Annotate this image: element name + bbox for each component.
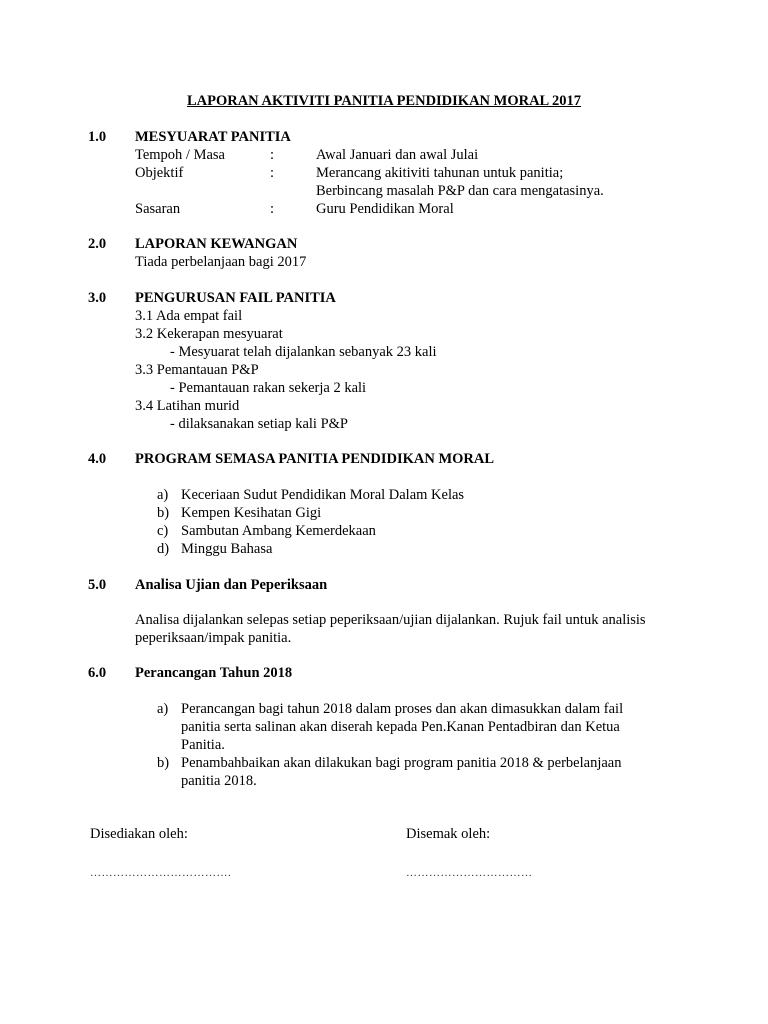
- meeting-row-colon: :: [270, 147, 275, 163]
- file-line: 3.3 Pemantauan P&P: [135, 362, 259, 378]
- prepared-signature-line: ……………………………….: [90, 867, 232, 879]
- file-subline: - Pemantauan rakan sekerja 2 kali: [170, 380, 367, 396]
- program-item: Minggu Bahasa: [181, 541, 273, 557]
- meeting-row-label: Tempoh / Masa: [135, 147, 225, 163]
- meeting-row-value: Merancang akitiviti tahunan untuk panitia;: [316, 165, 564, 181]
- prepared-by-label: Disediakan oleh:: [90, 826, 188, 842]
- finance-text: Tiada perbelanjaan bagi 2017: [135, 254, 307, 270]
- program-item-marker: d): [157, 541, 170, 557]
- section-6-number: 6.0: [88, 665, 107, 681]
- section-3-number: 3.0: [88, 290, 107, 306]
- file-line: 3.4 Latihan murid: [135, 398, 240, 414]
- program-item: Sambutan Ambang Kemerdekaan: [181, 523, 376, 539]
- section-3-heading: PENGURUSAN FAIL PANITIA: [135, 290, 336, 306]
- plan-item-marker: b): [157, 755, 170, 771]
- section-6-heading: Perancangan Tahun 2018: [135, 665, 293, 681]
- plan-item-line: Penambahbaikan akan dilakukan bagi program panitia 2018 & perbelanjaan: [181, 755, 622, 771]
- meeting-row-value: Guru Pendidikan Moral: [316, 201, 454, 217]
- section-5-heading: Analisa Ujian dan Peperiksaan: [135, 577, 328, 593]
- section-1-heading: MESYUARAT PANITIA: [135, 129, 291, 145]
- file-subline: - Mesyuarat telah dijalankan sebanyak 23 kali: [170, 344, 437, 360]
- section-2-number: 2.0: [88, 236, 107, 252]
- analysis-text: Analisa dijalankan selepas setiap peperiksaan/ujian dijalankan. Rujuk fail untuk analisis: [135, 612, 646, 628]
- plan-item-line: panitia 2018.: [181, 773, 257, 789]
- program-item-marker: b): [157, 505, 170, 521]
- plan-item-marker: a): [157, 701, 169, 717]
- section-1-number: 1.0: [88, 129, 107, 145]
- checked-by-label: Disemak oleh:: [406, 826, 491, 842]
- program-item-marker: a): [157, 487, 169, 503]
- plan-item-line: Panitia.: [181, 737, 225, 753]
- program-item-marker: c): [157, 523, 169, 539]
- file-subline: - dilaksanakan setiap kali P&P: [170, 416, 348, 432]
- checked-signature-line: ……………………………: [406, 867, 533, 879]
- plan-item-line: Perancangan bagi tahun 2018 dalam proses dan akan dimasukkan dalam fail: [181, 701, 624, 717]
- document-title: LAPORAN AKTIVITI PANITIA PENDIDIKAN MORAL 2017: [186, 93, 582, 109]
- meeting-row-colon: :: [270, 165, 275, 181]
- file-line: 3.2 Kekerapan mesyuarat: [135, 326, 283, 342]
- meeting-row-colon: :: [270, 201, 275, 217]
- meeting-row-value: Awal Januari dan awal Julai: [316, 147, 479, 163]
- section-2-heading: LAPORAN KEWANGAN: [135, 236, 298, 252]
- analysis-text: peperiksaan/impak panitia.: [135, 630, 292, 646]
- program-item: Kempen Kesihatan Gigi: [181, 505, 322, 521]
- meeting-row-label: Sasaran: [135, 201, 181, 217]
- meeting-row-value: Berbincang masalah P&P dan cara mengatasinya.: [316, 183, 604, 199]
- section-4-number: 4.0: [88, 451, 107, 467]
- plan-item-line: panitia serta salinan akan diserah kepada Pen.Kanan Pentadbiran dan Ketua: [181, 719, 620, 735]
- section-5-number: 5.0: [88, 577, 107, 593]
- program-item: Keceriaan Sudut Pendidikan Moral Dalam Kelas: [181, 487, 465, 503]
- file-line: 3.1 Ada empat fail: [135, 308, 243, 324]
- meeting-row-label: Objektif: [135, 165, 184, 181]
- section-4-heading: PROGRAM SEMASA PANITIA PENDIDIKAN MORAL: [135, 451, 495, 467]
